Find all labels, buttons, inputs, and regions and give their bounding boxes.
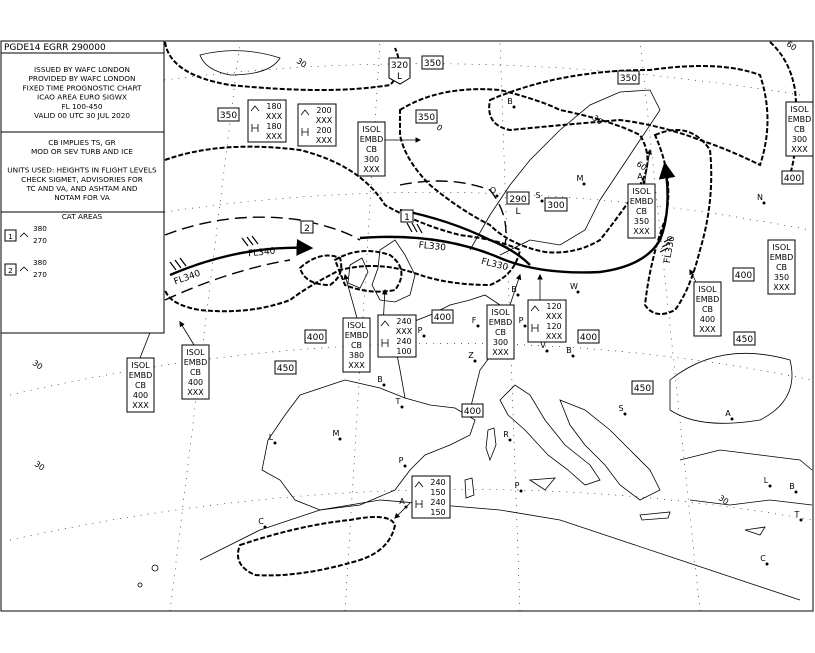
place-letter: A	[637, 172, 643, 181]
tropo-300-value: 300	[547, 201, 565, 211]
place-marker	[258, 517, 266, 529]
cat-legend-id: 1	[8, 232, 13, 241]
turbulence-box-line: 120	[546, 322, 562, 331]
place-marker	[515, 481, 523, 493]
place-marker	[395, 397, 404, 409]
place-letter: S	[618, 404, 624, 413]
turbulence-box-line: XXX	[315, 116, 333, 125]
cb-box-line: ISOL	[131, 361, 150, 370]
tropopause-value: 350	[423, 59, 442, 69]
place-marker	[725, 409, 733, 421]
turbulence-box-line: 240	[430, 478, 446, 487]
cb-box-line: 350	[773, 273, 790, 282]
cb-info-box	[768, 240, 795, 294]
chart-id: PGDE14 EGRR 290000	[4, 43, 106, 53]
cb-box-line: 400	[132, 391, 149, 400]
info-panel	[1, 53, 164, 333]
turbulence-box-line: 240	[430, 498, 446, 507]
coast-balkans	[560, 400, 660, 500]
tropopause-value: 450	[633, 384, 652, 394]
turbulence-box-line: 180	[266, 122, 282, 131]
place-marker	[519, 316, 527, 328]
graticule-label: 30	[590, 113, 605, 127]
cb-box-line: EMBD	[695, 295, 720, 304]
graticule-label: 0	[434, 122, 445, 134]
tropopause-300	[545, 198, 567, 211]
place-marker	[794, 510, 803, 522]
place-letter: V	[540, 341, 546, 350]
tropopause-height	[422, 56, 443, 69]
tropopause-low-320	[389, 58, 410, 84]
cb-info-box	[628, 184, 655, 238]
cat-area-id: 2	[304, 224, 310, 234]
coast-ireland	[348, 258, 368, 288]
tropo-low-letter: L	[396, 72, 403, 82]
place-marker	[577, 174, 586, 186]
place-letter: L	[268, 433, 274, 442]
cb-box-line: CB	[134, 381, 147, 390]
graticule-label: 30	[294, 56, 309, 70]
cb-info-box	[182, 345, 209, 399]
turbulence-box-line: 240	[396, 337, 412, 346]
tropopause-value: 400	[433, 313, 452, 323]
tropopause-value: 450	[735, 335, 754, 345]
turbulence-box-line: XXX	[545, 332, 563, 341]
cb-box-line: CB	[701, 305, 714, 314]
info-line: ISSUED BY WAFC LONDON	[34, 65, 130, 74]
tropopause-height	[578, 330, 599, 343]
graticule-label: 30	[32, 459, 47, 473]
cb-box-line: XXX	[633, 227, 650, 236]
turbulence-box	[298, 104, 336, 146]
info-line: ICAO AREA EURO SIGWX	[37, 92, 127, 102]
place-letter: C	[258, 517, 264, 526]
cb-box-line: 300	[791, 135, 808, 144]
info-line: VALID 00 UTC 30 JUL 2020	[33, 111, 131, 120]
cb-box-line: ISOL	[347, 321, 366, 330]
place-letter: L	[763, 476, 769, 485]
tropopause-height	[733, 268, 754, 281]
turbulence-box-line: 240	[396, 317, 412, 326]
turbulence-box-line: 200	[316, 126, 332, 135]
cb-info-box	[127, 358, 154, 412]
turbulence-box	[412, 476, 450, 518]
place-letter: A	[399, 497, 405, 506]
place-letter: M	[576, 174, 584, 183]
turbulence-box-line: 200	[316, 106, 332, 115]
tropopause-value: 400	[783, 174, 802, 184]
cb-box-line: 400	[187, 378, 204, 387]
place-letter: B	[511, 285, 517, 294]
cb-box-line: ISOL	[790, 105, 809, 114]
place-marker	[418, 326, 426, 338]
tropopause-value: 400	[579, 333, 598, 343]
turbulence-box-line: 120	[546, 302, 562, 311]
turbulence-box	[528, 300, 566, 342]
tropopause-value: 350	[417, 113, 436, 123]
turbulence-box-line: XXX	[545, 312, 563, 321]
place-letter: B	[507, 97, 513, 106]
cat-legend-top: 380	[33, 258, 47, 267]
cb-box-line: XXX	[132, 401, 149, 410]
tropopause-height	[632, 381, 653, 394]
jet-stream-label: FL330	[662, 235, 678, 265]
turbulence-box-line: XXX	[315, 136, 333, 145]
cb-box-line: EMBD	[488, 318, 513, 327]
place-marker	[760, 554, 768, 566]
info-line: PROVIDED BY WAFC LONDON	[28, 74, 136, 84]
cb-box-line: XXX	[791, 145, 808, 154]
cat-area-2-boundary	[165, 217, 360, 240]
graticule-label: 60	[784, 39, 799, 53]
cat-area-marker	[301, 221, 313, 234]
tropopause-height	[734, 332, 755, 345]
info-note: UNITS USED: HEIGHTS IN FLIGHT LEVELS	[7, 165, 157, 175]
info-note: NOTAM FOR VA	[54, 193, 110, 203]
cb-box-line: 300	[363, 155, 380, 164]
place-letter: P	[417, 326, 423, 335]
jet-stream-label: FL330	[479, 256, 509, 274]
place-letter: M	[332, 429, 340, 438]
cb-box-line: ISOL	[632, 187, 651, 196]
tropopause-290	[507, 192, 529, 217]
cat-legend-top: 380	[33, 224, 47, 233]
cb-box-line: ISOL	[362, 125, 381, 134]
tropopause-value: 350	[619, 74, 638, 84]
cb-box-line: EMBD	[787, 115, 812, 124]
tropopause-height	[305, 330, 326, 343]
cb-box-line: XXX	[348, 361, 365, 370]
place-marker	[764, 476, 772, 488]
info-note: TC AND VA, AND ASHTAM AND	[26, 184, 138, 193]
cb-box-line: CB	[494, 328, 507, 337]
place-letter: P	[514, 481, 520, 490]
jet-stream-label: FL330	[418, 240, 447, 254]
cb-box-line: XXX	[773, 283, 790, 292]
turbulence-box-line: 180	[266, 102, 282, 111]
cat-area-marker	[401, 210, 413, 223]
graticule-label: 30	[716, 493, 731, 507]
place-letter: B	[566, 346, 572, 355]
coast-iceland	[200, 51, 280, 75]
place-marker	[399, 456, 407, 468]
place-marker	[535, 191, 543, 203]
place-letter: W	[570, 282, 578, 291]
cb-box-line: 380	[348, 351, 365, 360]
jet-stream-label: FL340	[172, 268, 202, 288]
place-letter: T	[395, 397, 401, 406]
tropopause-height	[416, 110, 437, 123]
place-letter: A	[725, 409, 731, 418]
cat-areas-title: CAT AREAS	[61, 212, 103, 221]
place-letter: R	[503, 430, 509, 439]
cb-box-line: CB	[365, 145, 378, 154]
info-note: CB IMPLIES TS, GR	[48, 138, 116, 147]
cb-box-line: 350	[633, 217, 650, 226]
info-line: FL 100-450	[61, 101, 103, 111]
place-marker	[503, 430, 511, 442]
coast-north-africa	[200, 500, 800, 600]
cb-box-line: ISOL	[698, 285, 717, 294]
cb-box-line: XXX	[187, 388, 204, 397]
cb-box-line: 300	[492, 338, 509, 347]
place-marker	[333, 429, 342, 441]
place-marker	[377, 375, 385, 387]
coast-turkey	[680, 450, 812, 505]
tropo-low-value: 320	[390, 61, 409, 71]
cb-box-line: CB	[635, 207, 648, 216]
cb-box-line: ISOL	[186, 348, 205, 357]
turbulence-box-line: XXX	[265, 132, 283, 141]
cat-legend-bottom: 270	[33, 270, 47, 279]
cb-box-line: 400	[699, 315, 716, 324]
place-letter: F	[471, 316, 477, 325]
chart-header	[1, 41, 164, 53]
cb-info-box	[786, 102, 813, 156]
place-letter: P	[398, 456, 404, 465]
cb-info-box	[694, 282, 721, 336]
cat-area-id: 1	[404, 213, 410, 223]
graticule-label: 30	[30, 358, 45, 372]
cb-box-line: EMBD	[769, 253, 794, 262]
cb-box-line: EMBD	[183, 358, 208, 367]
turbulence-box-line: 150	[430, 488, 446, 497]
place-marker	[789, 482, 797, 494]
tropopause-height	[782, 171, 803, 184]
coast-black-sea	[670, 353, 792, 423]
tropo-290-value: 290	[509, 195, 527, 205]
cb-box-line: EMBD	[128, 371, 153, 380]
turbulence-box-line: XXX	[395, 327, 413, 336]
place-marker	[468, 351, 476, 363]
place-marker	[757, 193, 765, 205]
info-line: FIXED TIME PROGNOSTIC CHART	[22, 83, 142, 93]
info-note: MOD OR SEV TURB AND ICE	[30, 147, 134, 157]
cb-info-box	[487, 305, 514, 359]
jet-russia	[660, 165, 668, 240]
tropopause-value: 400	[734, 271, 753, 281]
coast-italy	[500, 385, 600, 485]
place-letter: S	[535, 191, 541, 200]
place-letter: Z	[468, 351, 474, 360]
cb-box-line: CB	[189, 368, 202, 377]
cb-info-box	[358, 122, 385, 176]
tropopause-height	[275, 361, 296, 374]
place-letter: B	[789, 482, 795, 491]
place-letter: B	[377, 375, 383, 384]
cb-info-box	[343, 318, 370, 372]
place-marker	[570, 282, 579, 294]
cb-box-line: CB	[350, 341, 363, 350]
cb-area-uk-south	[335, 251, 401, 292]
tropopause-height	[462, 404, 483, 417]
tropopause-height	[618, 71, 639, 84]
place-marker	[618, 404, 626, 416]
graticule-label: 60	[634, 159, 649, 173]
place-marker	[472, 316, 480, 328]
tropopause-height	[218, 108, 239, 121]
turbulence-box-line: 150	[430, 508, 446, 517]
jet-stream-label: FL340	[247, 246, 276, 260]
place-marker	[540, 341, 548, 353]
place-letter: N	[757, 193, 763, 202]
cb-box-line: XXX	[363, 165, 380, 174]
place-letter: T	[794, 510, 800, 519]
tropo-290-letter: L	[515, 207, 521, 217]
turbulence-box	[378, 315, 416, 357]
cb-box-line: CB	[793, 125, 806, 134]
place-marker	[269, 433, 277, 445]
place-marker	[511, 285, 519, 297]
cb-box-line: XXX	[492, 348, 509, 357]
tropopause-height	[432, 310, 453, 323]
tropopause-value: 400	[306, 333, 325, 343]
turbulence-box-line: 100	[396, 347, 412, 356]
cb-box-line: EMBD	[359, 135, 384, 144]
info-note: CHECK SIGMET, ADVISORIES FOR	[21, 174, 143, 184]
cb-box-line: EMBD	[344, 331, 369, 340]
cat-legend-id: 2	[8, 266, 13, 275]
tropopause-value: 450	[276, 364, 295, 374]
cb-box-line: XXX	[699, 325, 716, 334]
cb-box-line: EMBD	[629, 197, 654, 206]
turbulence-box	[248, 100, 286, 142]
cat-legend-bottom: 270	[33, 236, 47, 245]
place-letter: P	[518, 316, 524, 325]
cb-box-line: ISOL	[491, 308, 510, 317]
tropopause-value: 400	[463, 407, 482, 417]
cb-area-northwest	[165, 42, 399, 90]
cb-box-line: ISOL	[772, 243, 791, 252]
place-letter: O	[489, 186, 497, 195]
place-marker	[507, 97, 515, 109]
turbulence-box-line: XXX	[265, 112, 283, 121]
cb-box-line: CB	[775, 263, 788, 272]
tropopause-value: 350	[219, 111, 238, 121]
place-letter: C	[760, 554, 766, 563]
place-marker	[399, 497, 407, 509]
